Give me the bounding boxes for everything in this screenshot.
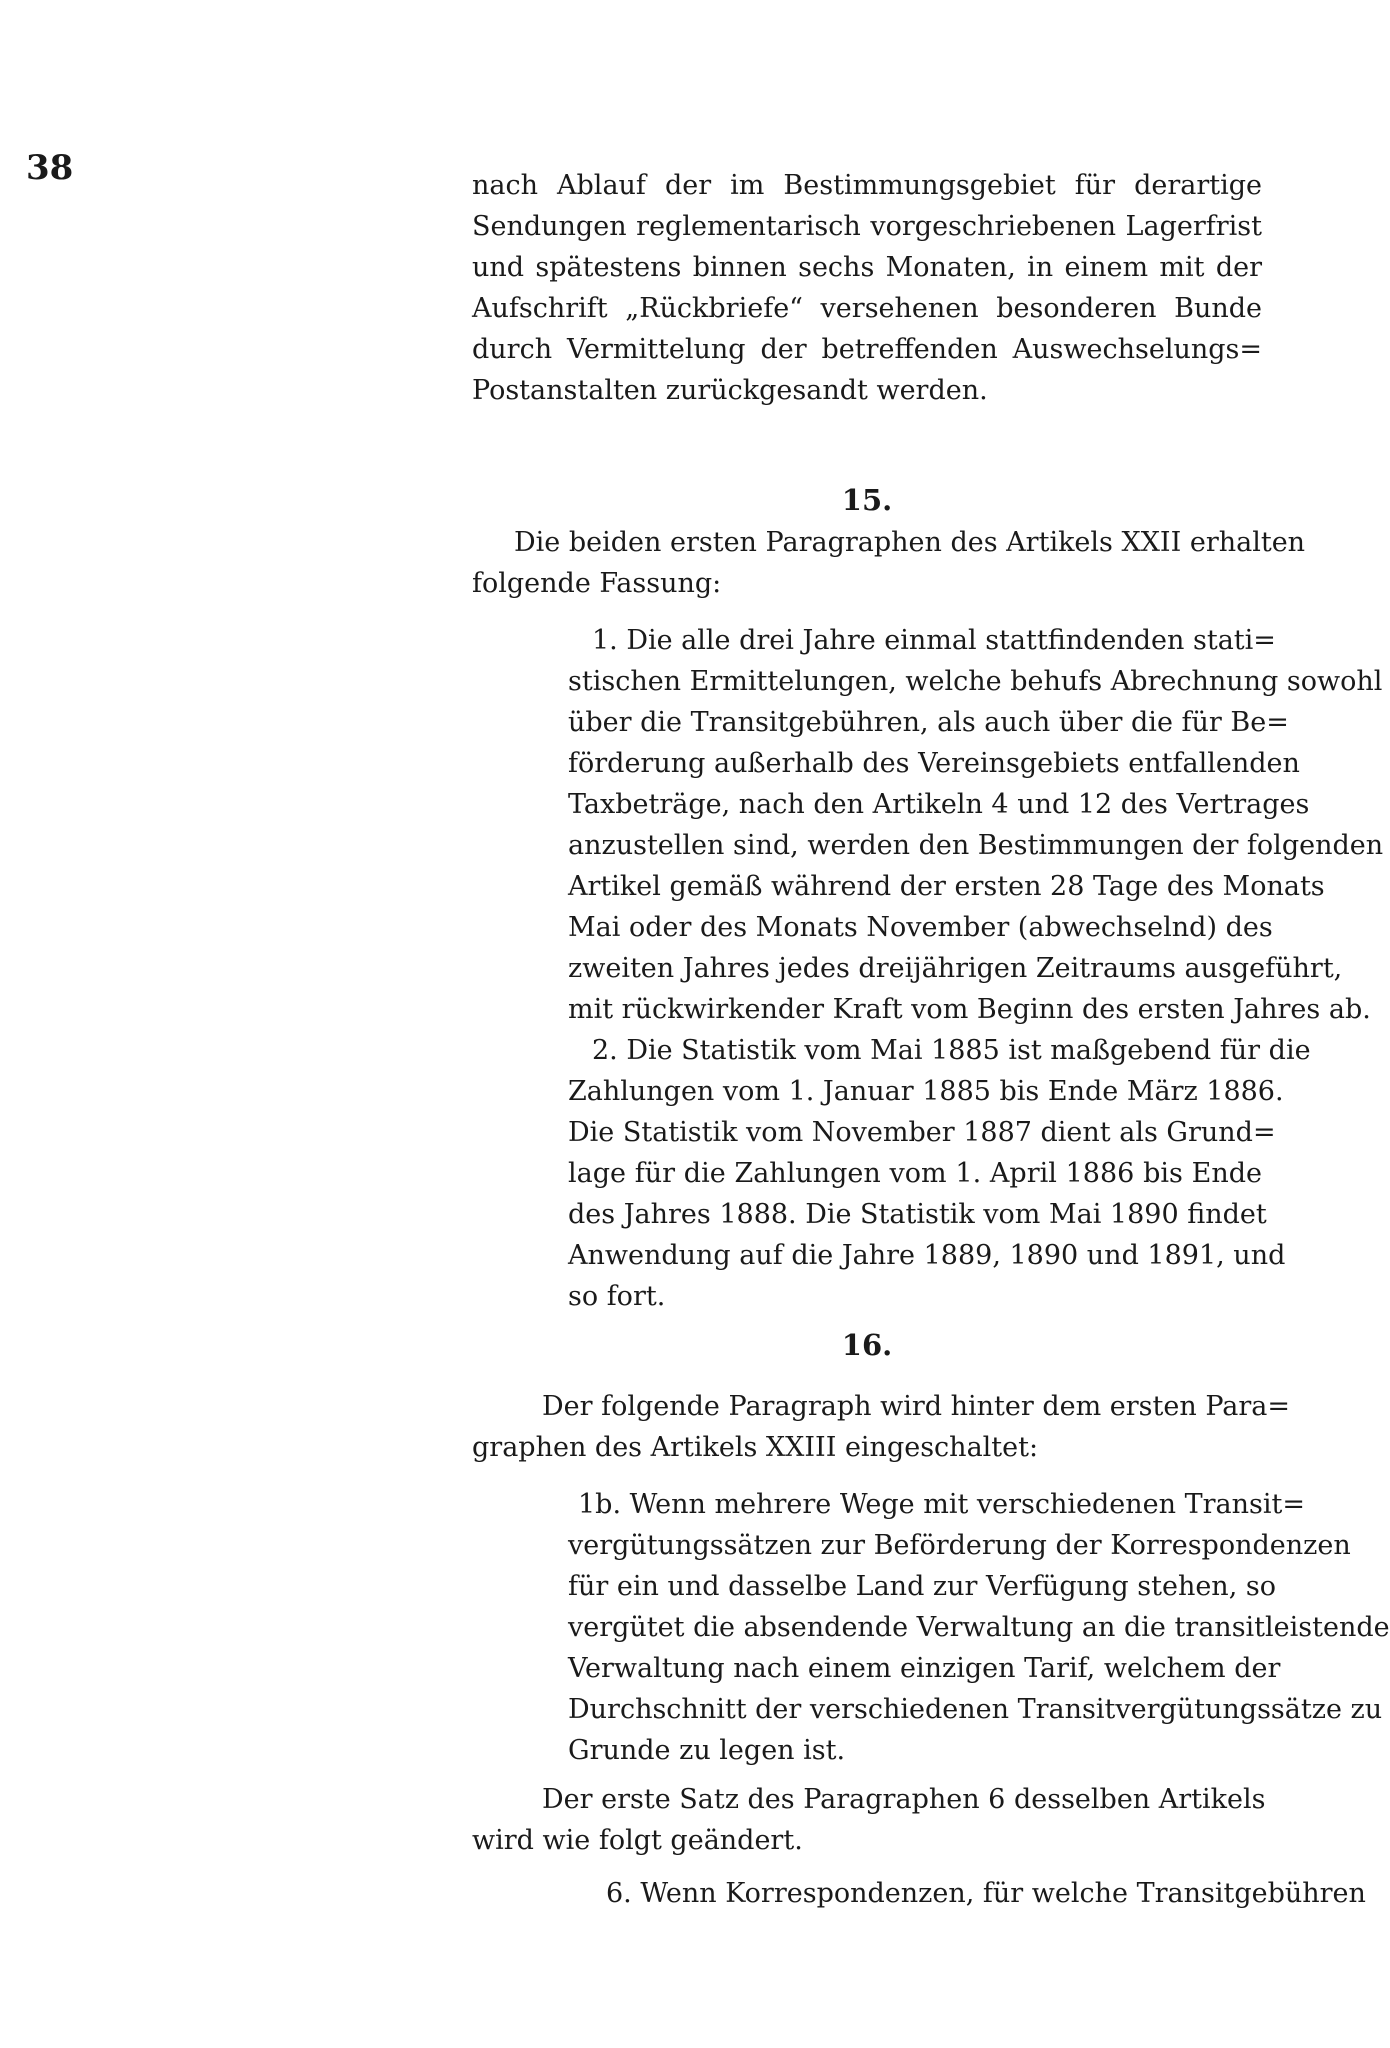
text-line: Der folgende Paragraph wird hinter dem ersten Para= — [542, 1391, 1291, 1422]
section-16-intro-b — [472, 1427, 1262, 1468]
text-line: Die beiden ersten Paragraphen des Artikels XXII erhalten — [514, 527, 1306, 558]
text-line: vergütet die absendende Verwaltung an die transitleistende — [568, 1612, 1390, 1643]
page-number: 38 — [26, 148, 74, 188]
text-line: Der erste Satz des Paragraphen 6 desselben Artikels — [542, 1784, 1266, 1815]
text-line: und spätestens binnen sechs Monaten, in einem mit der — [472, 252, 1262, 283]
section-16-intro-a — [472, 1386, 1291, 1427]
text-line: Taxbeträge, nach den Artikeln 4 und 12 des Vertrages — [568, 789, 1310, 820]
text-line: Mai oder des Monats November (abwechselnd) des — [568, 912, 1273, 943]
text-line: wird wie folgt geändert. — [472, 1825, 803, 1856]
section-15-intro-b — [472, 563, 1262, 604]
text-line: graphen des Artikels XXIII eingeschaltet: — [472, 1432, 1039, 1463]
text-line: stischen Ermittelungen, welche behufs Abrechnung sowohl — [568, 666, 1383, 697]
text-line: für ein und dasselbe Land zur Verfügung stehen, so — [568, 1571, 1276, 1602]
section-15-item-1 — [568, 620, 1384, 1030]
section-16-heading-wrap — [472, 1325, 1262, 1366]
section-16-item-6 — [568, 1873, 1366, 1914]
section-16-sentence-b — [472, 1820, 1262, 1861]
text-line: anzustellen sind, werden den Bestimmungen der folgenden — [568, 830, 1384, 861]
text-line: vergütungssätzen zur Beförderung der Korrespondenzen — [568, 1530, 1351, 1561]
text-line: Aufschrift „Rückbriefe“ versehenen besonderen Bunde — [472, 293, 1262, 324]
text-line: durch Vermittelung der betreffenden Auswechselungs= — [472, 334, 1262, 365]
section-16-item-1b — [568, 1484, 1390, 1771]
section-16-sentence-a — [472, 1779, 1266, 1820]
text-line: 6. Wenn Korrespondenzen, für welche Transitgebühren — [606, 1878, 1366, 1909]
text-line: Artikel gemäß während der ersten 28 Tage des Monats — [568, 871, 1325, 902]
text-line: zweiten Jahres jedes dreijährigen Zeitraums ausgeführt, — [568, 953, 1343, 984]
text-line: Postanstalten zurückgesandt werden. — [472, 375, 988, 406]
text-line: über die Transitgebühren, als auch über die für Be= — [568, 707, 1289, 738]
text-line: Anwendung auf die Jahre 1889, 1890 und 1891, und — [568, 1240, 1286, 1271]
text-line: mit rückwirkender Kraft vom Beginn des ersten Jahres ab. — [568, 994, 1371, 1025]
text-line: Sendungen reglementarisch vorgeschriebenen Lagerfrist — [472, 211, 1262, 242]
section-heading: 15. — [841, 483, 893, 517]
section-15-heading-wrap — [472, 480, 1262, 521]
text-line: 1b. Wenn mehrere Wege mit verschiedenen Transit= — [578, 1489, 1305, 1520]
text-line: Verwaltung nach einem einzigen Tarif, welchem der — [568, 1653, 1281, 1684]
text-line: Grunde zu legen ist. — [568, 1735, 846, 1766]
text-line: so fort. — [568, 1281, 666, 1312]
section-heading: 16. — [841, 1328, 893, 1362]
text-line: förderung außerhalb des Vereinsgebiets entfallenden — [568, 748, 1300, 779]
text-line: des Jahres 1888. Die Statistik vom Mai 1890 findet — [568, 1199, 1267, 1230]
section-15-intro-a — [472, 522, 1306, 563]
text-line: Die Statistik vom November 1887 dient als Grund= — [568, 1117, 1276, 1148]
text-line: folgende Fassung: — [472, 568, 722, 599]
intro-paragraph — [472, 165, 1262, 411]
text-line: lage für die Zahlungen vom 1. April 1886 bis Ende — [568, 1158, 1262, 1189]
text-line: 1. Die alle drei Jahre einmal stattfindenden stati= — [592, 625, 1276, 656]
text-line: 2. Die Statistik vom Mai 1885 ist maßgebend für die — [592, 1035, 1311, 1066]
section-15-item-2 — [568, 1030, 1311, 1317]
text-line: nach Ablauf der im Bestimmungsgebiet für derartige — [472, 170, 1262, 201]
text-line: Zahlungen vom 1. Januar 1885 bis Ende März 1886. — [568, 1076, 1284, 1107]
text-line: Durchschnitt der verschiedenen Transitvergütungssätze zu — [568, 1694, 1383, 1725]
